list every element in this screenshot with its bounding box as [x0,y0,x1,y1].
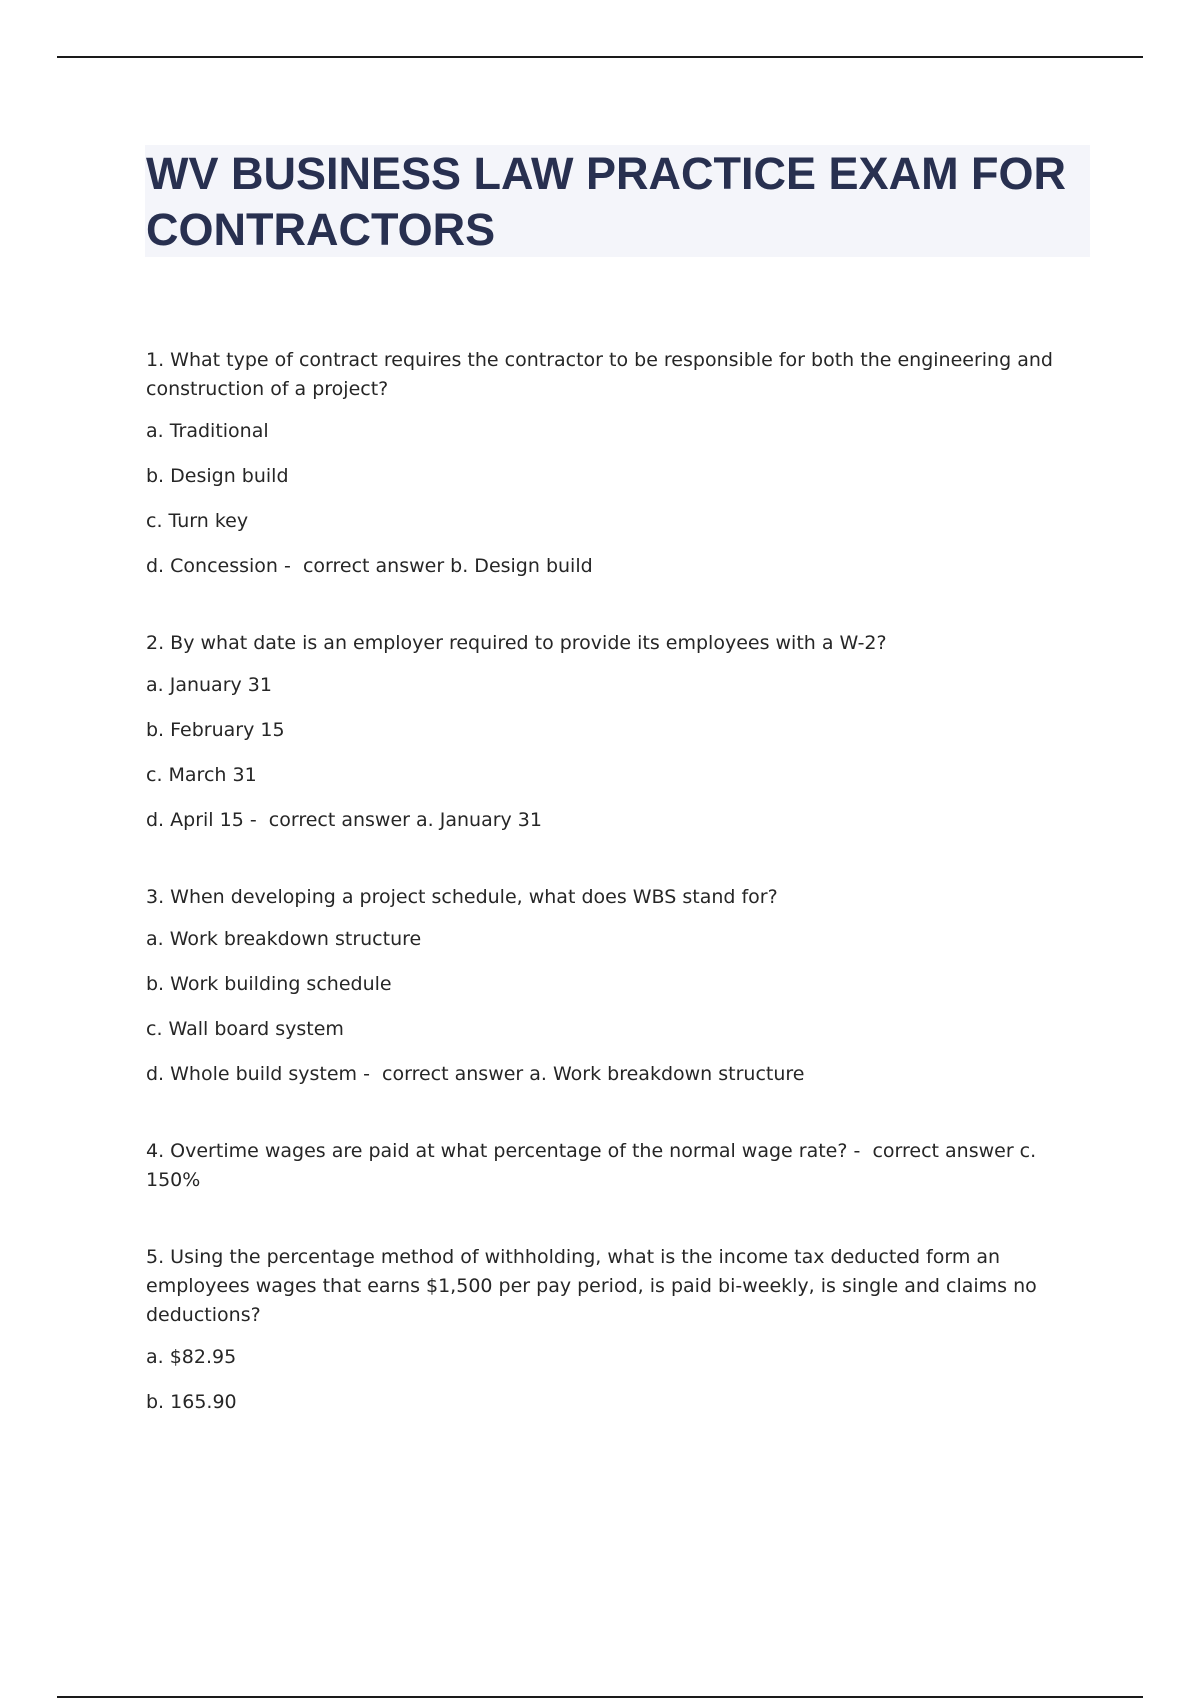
question-3 [146,883,1086,1089]
answer-option: a. Work breakdown structure [146,928,422,950]
question-text: 1. What type of contract requires the contractor to be responsible for both the engineering and construction of a project? [146,349,1053,400]
question-4 [146,1137,1086,1195]
answer-option: b. 165.90 [146,1391,237,1413]
answer-option: a. Traditional [146,420,269,442]
document-title: WV BUSINESS LAW PRACTICE EXAM FOR CONTRACTORS [146,148,1067,255]
correct-answer: correct answer c. 150% [146,1140,1037,1191]
question-text: 3. When developing a project schedule, what does WBS stand for? [146,886,778,908]
answer-option-with-answer: d. April 15 - correct answer a. January 31 [146,809,542,831]
answer-option: c. Turn key [146,510,249,532]
answer-option: c. Wall board system [146,1018,344,1040]
answer-option: b. Design build [146,465,289,487]
correct-answer: correct answer b. Design build [302,555,593,577]
answer-option: d. Whole build system [146,1063,358,1085]
question-2 [146,629,1086,835]
answer-option: a. $82.95 [146,1346,237,1368]
question-text: 4. Overtime wages are paid at what percentage of the normal wage rate? [146,1140,848,1162]
answer-option-with-answer: d. Whole build system - correct answer a. Work breakdown structure [146,1063,805,1085]
answer-option-with-answer: d. Concession - correct answer b. Design build [146,555,593,577]
correct-answer: correct answer a. Work breakdown structure [382,1063,805,1085]
answer-option: a. January 31 [146,674,272,696]
answer-option: b. Work building schedule [146,973,392,995]
question-1 [146,346,1086,581]
question-text: 5. Using the percentage method of withholding, what is the income tax deducted form an employees wages that earns $1,500 per pay period, is paid bi-weekly, is single and claims no deductions? [146,1246,1037,1326]
answer-option: d. April 15 [146,809,244,831]
footer-rule [57,1696,1143,1698]
answer-option: c. March 31 [146,764,257,786]
answer-option: b. February 15 [146,719,285,741]
question-text: 2. By what date is an employer required to provide its employees with a W-2? [146,632,887,654]
question-text-with-answer: 4. Overtime wages are paid at what percentage of the normal wage rate? - correct answer c. 150% [146,1140,1037,1191]
header-rule [57,56,1143,58]
correct-answer: correct answer a. January 31 [268,809,542,831]
question-5 [146,1243,1086,1417]
answer-option: d. Concession [146,555,278,577]
question-list [146,346,1086,1465]
